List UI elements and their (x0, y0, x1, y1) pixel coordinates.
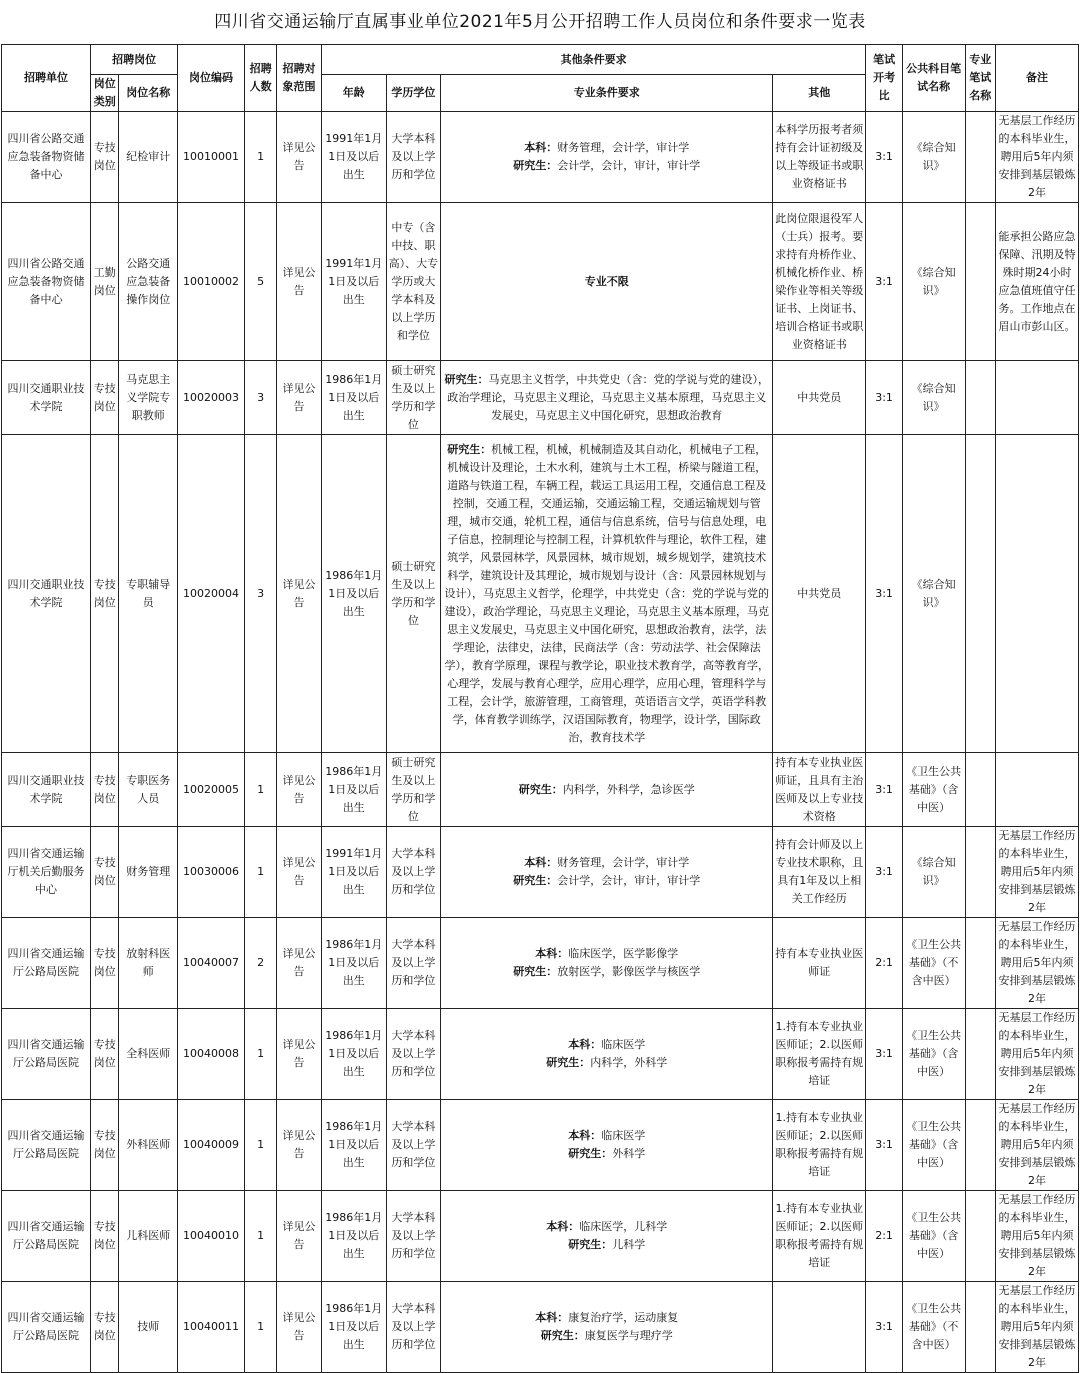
cell-subject: 《卫生公共基础》（含中医） (902, 1191, 965, 1282)
table-row (2, 1282, 1079, 1373)
cell-remark: 无基层工作经历的本科毕业生，聘用后5年内须安排到基层锻炼2年 (995, 918, 1078, 1009)
major-line (443, 1309, 770, 1327)
cell-other (773, 1282, 866, 1373)
major-text: 内科学，外科学 (590, 1056, 668, 1069)
major-text: 财务管理，会计学，审计学 (557, 856, 690, 869)
cell-target: 详见公告 (277, 1282, 322, 1373)
cell-post-code: 10010001 (178, 112, 245, 203)
cell-target: 详见公告 (277, 112, 322, 203)
cell-other: 1.持有本专业执业医师证；2.以医师职称报考需持有规培证 (773, 1009, 866, 1100)
major-label: 研究生： (568, 1147, 613, 1160)
header-ratio: 笔试开考比 (866, 45, 902, 112)
major-line (443, 1036, 770, 1054)
major-label: 研究生： (444, 372, 489, 386)
cell-ratio: 3:1 (866, 435, 902, 753)
cell-post-code: 10030006 (178, 827, 245, 918)
cell-post-name: 专职辅导员 (119, 435, 178, 753)
cell-count: 1 (244, 112, 276, 203)
cell-post-code: 10040007 (178, 918, 245, 1009)
cell-post-type: 工勤岗位 (91, 203, 119, 361)
major-text: 外科学 (612, 1147, 646, 1160)
major-label: 本科： (524, 141, 558, 154)
cell-other: 中共党员 (773, 435, 866, 753)
cell-unit: 四川交通职业技术学院 (2, 435, 91, 753)
major-text: 会计学，会计，审计，审计学 (557, 159, 701, 172)
major-label: 研究生： (513, 874, 558, 887)
cell-subject: 《综合知识》 (902, 112, 965, 203)
major-text: 会计学，会计，审计，审计学 (557, 874, 701, 887)
major-text: 马克思主义哲学，中共党史（含：党的学说与党的建设），政治学理论，马克思主义理论，马克思主义基本原理，马克思主义发展史，马克思主义中国化研究，思想政治教育 (447, 372, 769, 422)
table-row (2, 1191, 1079, 1282)
cell-age: 1986年1月1日及以后出生 (321, 918, 386, 1009)
cell-ratio: 3:1 (866, 203, 902, 361)
cell-pro-subject (965, 435, 995, 753)
major-line (443, 781, 770, 799)
table-row (2, 203, 1079, 361)
cell-target: 详见公告 (277, 753, 322, 827)
major-label: 研究生： (513, 965, 558, 978)
major-line (443, 872, 770, 890)
cell-post-code: 10040008 (178, 1009, 245, 1100)
cell-ratio: 2:1 (866, 1191, 902, 1282)
major-label: 本科： (535, 1311, 569, 1324)
table-row (2, 1100, 1079, 1191)
cell-age: 1986年1月1日及以后出生 (321, 1100, 386, 1191)
table-row (2, 918, 1079, 1009)
major-line (443, 1236, 770, 1254)
major-line (443, 371, 770, 425)
major-line (443, 441, 770, 747)
cell-count: 3 (244, 361, 276, 435)
major-text: 财务管理，会计学，审计学 (557, 141, 690, 154)
cell-count: 2 (244, 918, 276, 1009)
cell-major (441, 1191, 773, 1282)
cell-age: 1991年1月1日及以后出生 (321, 203, 386, 361)
cell-count: 1 (244, 1100, 276, 1191)
cell-pro-subject (965, 827, 995, 918)
cell-age: 1986年1月1日及以后出生 (321, 1009, 386, 1100)
cell-other: 中共党员 (773, 361, 866, 435)
cell-major (441, 1282, 773, 1373)
cell-ratio: 3:1 (866, 361, 902, 435)
cell-unit: 四川省交通运输厅公路局医院 (2, 918, 91, 1009)
major-line (443, 139, 770, 157)
cell-pro-subject (965, 1191, 995, 1282)
cell-unit: 四川交通职业技术学院 (2, 753, 91, 827)
cell-post-name: 财务管理 (119, 827, 178, 918)
major-text: 临床医学 (601, 1129, 646, 1142)
cell-edu: 中专（含中技、职高）、大专学历或大学本科及以上学历和学位 (386, 203, 441, 361)
major-label: 本科： (568, 1038, 602, 1051)
cell-edu: 大学本科及以上学历和学位 (386, 112, 441, 203)
cell-post-name: 公路交通应急装备操作岗位 (119, 203, 178, 361)
major-label: 研究生： (447, 442, 492, 456)
cell-post-type: 专技岗位 (91, 361, 119, 435)
cell-edu: 大学本科及以上学历和学位 (386, 1282, 441, 1373)
cell-pro-subject (965, 361, 995, 435)
cell-remark: 能承担公路应急保障、汛期及特殊时期24小时应急值班值守任务。工作地点在眉山市彭山区。 (995, 203, 1078, 361)
cell-age: 1986年1月1日及以后出生 (321, 753, 386, 827)
cell-post-type: 专技岗位 (91, 112, 119, 203)
major-label: 研究生： (513, 159, 558, 172)
major-line (443, 1054, 770, 1072)
cell-remark (995, 361, 1078, 435)
cell-post-type: 专技岗位 (91, 1191, 119, 1282)
cell-major (441, 827, 773, 918)
header-post-type: 岗位类别 (91, 75, 119, 112)
header-age: 年龄 (321, 75, 386, 112)
cell-post-name: 全科医师 (119, 1009, 178, 1100)
cell-target: 详见公告 (277, 827, 322, 918)
cell-unit: 四川省交通运输厅机关后勤服务中心 (2, 827, 91, 918)
cell-target: 详见公告 (277, 1100, 322, 1191)
cell-remark: 无基层工作经历的本科毕业生，聘用后5年内须安排到基层锻炼2年 (995, 112, 1078, 203)
cell-unit: 四川交通职业技术学院 (2, 361, 91, 435)
cell-target: 详见公告 (277, 1191, 322, 1282)
cell-unit: 四川省交通运输厅公路局医院 (2, 1282, 91, 1373)
cell-post-code: 10020004 (178, 435, 245, 753)
table-row (2, 1009, 1079, 1100)
cell-pro-subject (965, 753, 995, 827)
cell-count: 1 (244, 1191, 276, 1282)
cell-other: 持有本专业执业医师证，且具有主治医师及以上专业技术资格 (773, 753, 866, 827)
cell-edu: 大学本科及以上学历和学位 (386, 1191, 441, 1282)
major-text: 临床医学，医学影像学 (568, 947, 679, 960)
cell-target: 详见公告 (277, 203, 322, 361)
cell-edu: 大学本科及以上学历和学位 (386, 1009, 441, 1100)
cell-post-type: 专技岗位 (91, 918, 119, 1009)
header-post-name: 岗位名称 (119, 75, 178, 112)
header-edu: 学历学位 (386, 75, 441, 112)
major-line (443, 945, 770, 963)
header-post-code: 岗位编码 (178, 45, 245, 112)
major-label: 研究生： (546, 1056, 591, 1069)
major-label: 专业不限 (584, 274, 629, 288)
cell-ratio: 3:1 (866, 112, 902, 203)
table-row (2, 112, 1079, 203)
major-text: 机械工程，机械，机械制造及其自动化，机械电子工程，机械设计及理论，土木水利，建筑与土木工程，桥梁与隧道工程，道路与铁道工程，车辆工程，载运工具运用工程，交通信息工程及控制，交通工程，交通运输，交通运输工程，交通运输规划与管理，城市交通，轮机工程，通信与信息系统，信号与信息处理，电子信息，控制理论与控制工程，计算机软件与理论，软件工程，建筑学，风景园林学，风景园林，城市规划，城乡规划学，建筑技术科学，建筑设计及其理论，城市规划与设计（含：风景园林规划与设计），马克思主义哲学，伦理学，中共党史（含：党的学说与党的建设），政治学理论，马克思主义理论，马克思主义基本原理，马克思主义发展史，马克思主义中国化研究，思想政治教育，法学，法学理论，法律史，法律，民商法学（含：劳动法学、社会保障法学），教育学原理，课程与教学论，职业技术教育学，高等教育学，心理学，发展与教育心理学，应用心理学，应用心理，管理科学与工程，会计学，旅游管理，工商管理，英语语言文学，英语学科教学，体育教学训练学，汉语国际教育，物理学，设计学，国际政治，教育技术学 (444, 442, 769, 744)
cell-age: 1991年1月1日及以后出生 (321, 827, 386, 918)
major-text: 康复治疗学，运动康复 (568, 1311, 679, 1324)
positions-table (1, 44, 1079, 1373)
cell-count: 1 (244, 1009, 276, 1100)
cell-count: 1 (244, 827, 276, 918)
header-other: 其他 (773, 75, 866, 112)
cell-remark (995, 435, 1078, 753)
cell-other: 本科学历报考者须持有会计证初级及以上等级证书或职业资格证书 (773, 112, 866, 203)
cell-unit: 四川省交通运输厅公路局医院 (2, 1100, 91, 1191)
cell-pro-subject (965, 203, 995, 361)
cell-age: 1986年1月1日及以后出生 (321, 1191, 386, 1282)
cell-subject: 《综合知识》 (902, 203, 965, 361)
cell-post-name: 纪检审计 (119, 112, 178, 203)
major-text: 儿科学 (612, 1238, 646, 1251)
cell-post-type: 专技岗位 (91, 753, 119, 827)
cell-other: 1.持有本专业执业医师证；2.以医师职称报考需持有规培证 (773, 1191, 866, 1282)
major-text: 临床医学 (601, 1038, 646, 1051)
cell-major (441, 753, 773, 827)
cell-count: 5 (244, 203, 276, 361)
cell-post-name: 放射科医师 (119, 918, 178, 1009)
cell-other: 1.持有本专业执业医师证；2.以医师职称报考需持有规培证 (773, 1100, 866, 1191)
cell-ratio: 3:1 (866, 1282, 902, 1373)
cell-count: 3 (244, 435, 276, 753)
header-other-group: 其他条件要求 (321, 45, 866, 75)
cell-count: 1 (244, 1282, 276, 1373)
cell-major (441, 203, 773, 361)
cell-remark: 无基层工作经历的本科毕业生，聘用后5年内须安排到基层锻炼2年 (995, 1100, 1078, 1191)
cell-count: 1 (244, 753, 276, 827)
cell-post-name: 专职医务人员 (119, 753, 178, 827)
major-line (443, 1145, 770, 1163)
major-line (443, 963, 770, 981)
cell-remark: 无基层工作经历的本科毕业生，聘用后5年内须安排到基层锻炼2年 (995, 1009, 1078, 1100)
major-text: 内科学，外科学，急诊医学 (562, 782, 695, 796)
cell-remark (995, 753, 1078, 827)
header-pro-subject: 专业笔试名称 (965, 45, 995, 112)
cell-remark: 无基层工作经历的本科毕业生，聘用后5年内须安排到基层锻炼2年 (995, 827, 1078, 918)
header-row-1 (2, 45, 1079, 75)
cell-ratio: 2:1 (866, 918, 902, 1009)
table-row (2, 827, 1079, 918)
cell-subject: 《卫生公共基础》（不含中医） (902, 918, 965, 1009)
cell-ratio: 3:1 (866, 753, 902, 827)
table-row (2, 753, 1079, 827)
cell-pro-subject (965, 1282, 995, 1373)
cell-edu: 大学本科及以上学历和学位 (386, 1100, 441, 1191)
cell-age: 1986年1月1日及以后出生 (321, 435, 386, 753)
major-text: 临床医学，儿科学 (579, 1220, 668, 1233)
cell-post-type: 专技岗位 (91, 827, 119, 918)
cell-major (441, 361, 773, 435)
cell-other: 持有本专业执业医师证 (773, 918, 866, 1009)
cell-subject: 《综合知识》 (902, 827, 965, 918)
cell-ratio: 3:1 (866, 1009, 902, 1100)
cell-major (441, 1100, 773, 1191)
cell-pro-subject (965, 1100, 995, 1191)
major-line (443, 157, 770, 175)
cell-age: 1991年1月1日及以后出生 (321, 112, 386, 203)
major-text: 放射医学，影像医学与核医学 (557, 965, 701, 978)
page-title: 四川省交通运输厅直属事业单位2021年5月公开招聘工作人员岗位和条件要求一览表 (214, 12, 866, 32)
major-label: 本科： (568, 1129, 602, 1142)
table-row (2, 435, 1079, 753)
cell-remark: 无基层工作经历的本科毕业生，聘用后5年内须安排到基层锻炼2年 (995, 1282, 1078, 1373)
cell-subject: 《综合知识》 (902, 361, 965, 435)
cell-edu: 硕士研究生及以上学历和学位 (386, 435, 441, 753)
header-count: 招聘人数 (244, 45, 276, 112)
cell-post-code: 10020005 (178, 753, 245, 827)
major-line (443, 1218, 770, 1236)
cell-post-type: 专技岗位 (91, 1100, 119, 1191)
cell-other: 持有会计师及以上专业技术职称，且具有1年及以上相关工作经历 (773, 827, 866, 918)
cell-post-type: 专技岗位 (91, 1009, 119, 1100)
header-post-group: 招聘岗位 (91, 45, 178, 75)
cell-remark: 无基层工作经历的本科毕业生，聘用后5年内须安排到基层锻炼2年 (995, 1191, 1078, 1282)
cell-ratio: 3:1 (866, 827, 902, 918)
cell-target: 详见公告 (277, 361, 322, 435)
cell-post-type: 专技岗位 (91, 1282, 119, 1373)
cell-major (441, 435, 773, 753)
cell-other: 此岗位限退役军人（士兵）报考。要求持有舟桥作业、机械化桥作业、桥梁作业等相关等级证书、上岗证书、培训合格证书或职业资格证书 (773, 203, 866, 361)
cell-subject: 《卫生公共基础》（含中医） (902, 1009, 965, 1100)
cell-edu: 硕士研究生及以上学历和学位 (386, 753, 441, 827)
cell-age: 1986年1月1日及以后出生 (321, 1282, 386, 1373)
cell-target: 详见公告 (277, 918, 322, 1009)
major-label: 研究生： (518, 782, 563, 796)
cell-unit: 四川省交通运输厅公路局医院 (2, 1009, 91, 1100)
header-target: 招聘对象范围 (277, 45, 322, 112)
cell-subject: 《卫生公共基础》（含中医） (902, 1100, 965, 1191)
header-unit: 招聘单位 (2, 45, 91, 112)
cell-post-name: 儿科医师 (119, 1191, 178, 1282)
header-major: 专业条件要求 (441, 75, 773, 112)
cell-target: 详见公告 (277, 435, 322, 753)
cell-post-name: 马克思主义学院专职教师 (119, 361, 178, 435)
cell-pro-subject (965, 1009, 995, 1100)
cell-major (441, 918, 773, 1009)
cell-post-name: 外科医师 (119, 1100, 178, 1191)
cell-subject: 《卫生公共基础》（含中医） (902, 753, 965, 827)
cell-edu: 硕士研究生及以上学历和学位 (386, 361, 441, 435)
major-label: 本科： (524, 856, 558, 869)
cell-edu: 大学本科及以上学历和学位 (386, 827, 441, 918)
cell-unit: 四川省交通运输厅公路局医院 (2, 1191, 91, 1282)
cell-unit: 四川省公路交通应急装备物资储备中心 (2, 203, 91, 361)
table-row (2, 361, 1079, 435)
cell-subject: 《综合知识》 (902, 435, 965, 753)
cell-post-code: 10040009 (178, 1100, 245, 1191)
cell-ratio: 3:1 (866, 1100, 902, 1191)
cell-target: 详见公告 (277, 1009, 322, 1100)
cell-post-code: 10040010 (178, 1191, 245, 1282)
cell-subject: 《卫生公共基础》（不含中医） (902, 1282, 965, 1373)
major-line (443, 1127, 770, 1145)
major-line (443, 854, 770, 872)
major-label: 本科： (546, 1220, 580, 1233)
cell-pro-subject (965, 112, 995, 203)
cell-post-code: 10020003 (178, 361, 245, 435)
cell-edu: 大学本科及以上学历和学位 (386, 918, 441, 1009)
cell-unit: 四川省公路交通应急装备物资储备中心 (2, 112, 91, 203)
header-remark: 备注 (995, 45, 1078, 112)
cell-major (441, 112, 773, 203)
cell-pro-subject (965, 918, 995, 1009)
major-line (443, 273, 770, 291)
header-subject: 公共科目笔试名称 (902, 45, 965, 112)
cell-post-code: 10010002 (178, 203, 245, 361)
cell-age: 1986年1月1日及以后出生 (321, 361, 386, 435)
cell-major (441, 1009, 773, 1100)
major-label: 本科： (535, 947, 569, 960)
major-line (443, 1327, 770, 1345)
major-label: 研究生： (540, 1329, 585, 1342)
major-text: 康复医学与理疗学 (584, 1329, 673, 1342)
major-label: 研究生： (568, 1238, 613, 1251)
cell-post-type: 专技岗位 (91, 435, 119, 753)
cell-post-name: 技师 (119, 1282, 178, 1373)
cell-post-code: 10040011 (178, 1282, 245, 1373)
